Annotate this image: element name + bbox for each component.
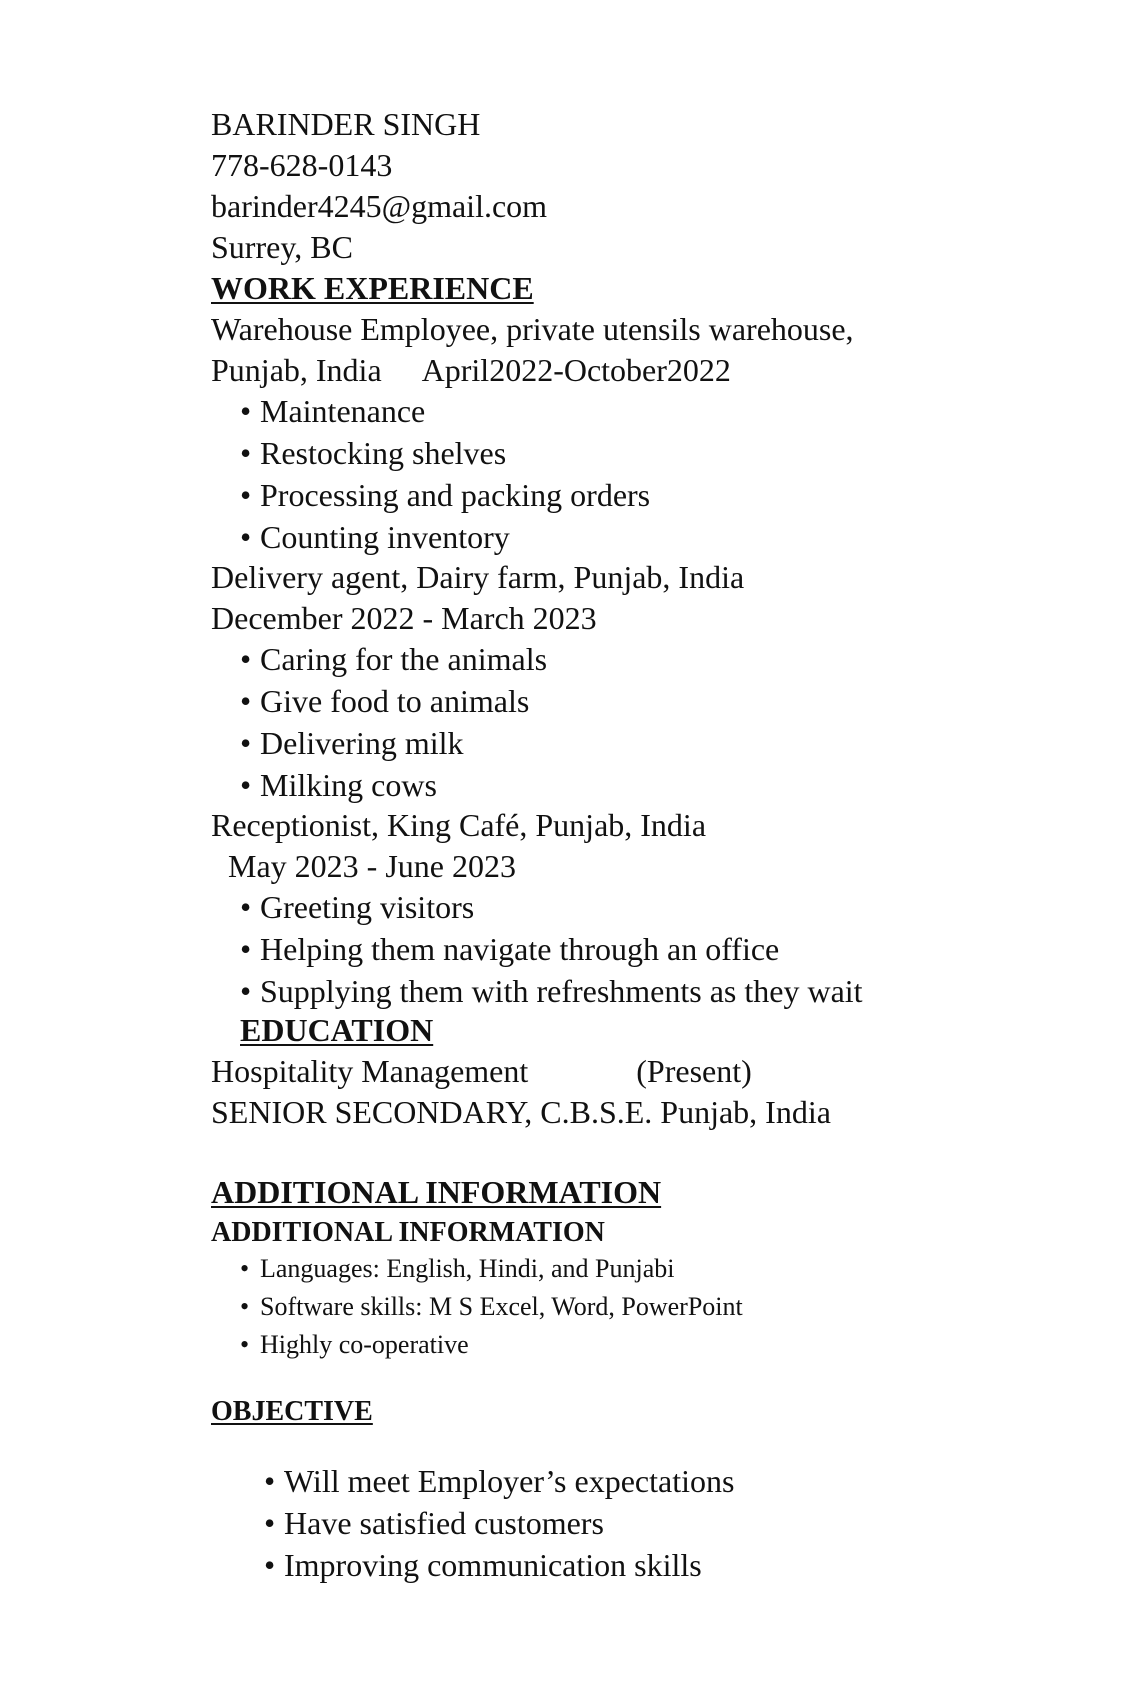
bullet: •: [240, 477, 252, 513]
bullet: •: [240, 393, 252, 429]
list-item: • Restocking shelves: [240, 432, 506, 474]
additional-info-subheading: ADDITIONAL INFORMATION: [211, 1217, 605, 1248]
list-item: • Software skills: M S Excel, Word, PowerPoint: [240, 1288, 743, 1326]
list-item: • Delivering milk: [240, 722, 464, 764]
list-item: • Supplying them with refreshments as they wait: [240, 970, 863, 1012]
job-1-place-dates: [211, 350, 731, 390]
education-program-line: [211, 1051, 752, 1091]
list-item: • Have satisfied customers: [264, 1502, 604, 1544]
bullet: •: [264, 1547, 276, 1583]
location: Surrey, BC: [211, 229, 353, 265]
education-school: SENIOR SECONDARY, C.B.S.E. Punjab, India: [211, 1094, 831, 1130]
bullet: •: [240, 435, 252, 471]
bullet: •: [240, 973, 252, 1009]
list-item: • Give food to animals: [240, 680, 529, 722]
bullet: •: [240, 1330, 250, 1359]
list-item: • Greeting visitors: [240, 886, 474, 928]
bullet: •: [264, 1505, 276, 1541]
education-program: Hospitality Management: [211, 1053, 529, 1089]
bullet: •: [240, 683, 252, 719]
list-item: • Highly co-operative: [240, 1326, 469, 1364]
job-1-dates: April2022-October2022: [421, 352, 731, 388]
list-item: • Caring for the animals: [240, 638, 547, 680]
list-item: • Processing and packing orders: [240, 474, 650, 516]
bullet: •: [240, 519, 252, 555]
job-1-place: Punjab, India: [211, 352, 382, 388]
job-3-title: Receptionist, King Café, Punjab, India: [211, 807, 707, 843]
additional-info-heading: ADDITIONAL INFORMATION: [211, 1174, 662, 1210]
bullet: •: [264, 1463, 276, 1499]
bullet: •: [240, 889, 252, 925]
job-1-title: Warehouse Employee, private utensils warehouse,: [211, 311, 854, 347]
job-2-dates: December 2022 - March 2023: [211, 600, 597, 636]
objective-heading: OBJECTIVE: [211, 1396, 373, 1427]
education-status: (Present): [636, 1053, 752, 1089]
work-experience-heading: WORK EXPERIENCE: [211, 270, 534, 306]
list-item: • Will meet Employer’s expectations: [264, 1460, 734, 1502]
job-3-dates: May 2023 - June 2023: [228, 848, 516, 884]
bullet: •: [240, 767, 252, 803]
bullet: •: [240, 641, 252, 677]
name: BARINDER SINGH: [211, 106, 481, 142]
list-item: • Helping them navigate through an office: [240, 928, 779, 970]
email: barinder4245@gmail.com: [211, 188, 548, 224]
bullet: •: [240, 1292, 250, 1321]
phone: 778-628-0143: [211, 147, 393, 183]
list-item: • Improving communication skills: [264, 1544, 702, 1586]
bullet: •: [240, 725, 252, 761]
education-heading: EDUCATION: [240, 1012, 434, 1048]
list-item: • Maintenance: [240, 390, 425, 432]
bullet: •: [240, 1254, 250, 1283]
list-item: • Milking cows: [240, 764, 437, 806]
bullet: •: [240, 931, 252, 967]
list-item: • Counting inventory: [240, 516, 510, 558]
list-item: • Languages: English, Hindi, and Punjabi: [240, 1250, 675, 1288]
job-2-title: Delivery agent, Dairy farm, Punjab, India: [211, 559, 745, 595]
